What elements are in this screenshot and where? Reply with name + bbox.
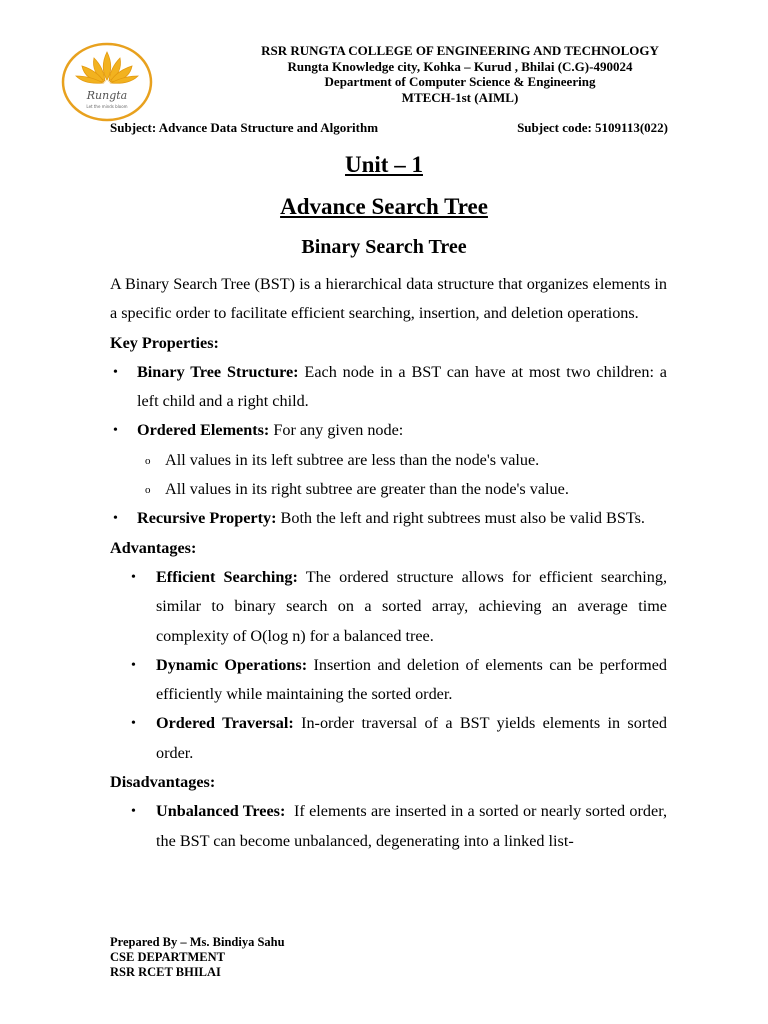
list-item: • Binary Tree Structure: Each node in a BST can have at most two children: a left child and a right child. [110, 358, 667, 417]
ordered-elements-sublist [110, 446, 667, 505]
disadvantages-list [110, 797, 672, 856]
advantages-list [110, 563, 667, 768]
disadvantages-heading: Disadvantages: [110, 773, 216, 792]
sub-list-item: o All values in its left subtree are less than the node's value. [110, 446, 667, 475]
list-item: • Efficient Searching: The ordered structure allows for efficient searching, similar to binary search on a sorted array, achieving an average time complexity of O(log n) for a balanced tree. [110, 563, 667, 651]
key-properties-list [110, 358, 667, 534]
sub-heading: Binary Search Tree [301, 236, 467, 258]
page-footer [110, 935, 285, 980]
unit-title: Unit – 1 [345, 152, 423, 177]
list-item: • Ordered Traversal: In-order traversal of a BST yields elements in sorted order. [110, 709, 667, 768]
college-name: RSR RUNGTA COLLEGE OF ENGINEERING AND TECHNOLOGY [261, 43, 659, 58]
svg-text:Rungta: Rungta [86, 89, 128, 102]
key-properties-heading: Key Properties: [110, 333, 219, 352]
advantages-heading: Advantages: [110, 538, 197, 557]
list-item: • Recursive Property: Both the left and right subtrees must also be valid BSTs. [110, 504, 667, 533]
subject-code: Subject code: 5109113(022) [517, 120, 668, 135]
subject-name: Subject: Advance Data Structure and Algorithm [110, 120, 379, 135]
svg-text:Let the minds bloom: Let the minds bloom [86, 104, 128, 109]
program-name: MTECH-1st (AIML) [401, 89, 519, 105]
list-item: • Ordered Elements: For any given node: o All values in its left subtree are less than the node's value. o All values in its right subtree are greater than the node's value. [110, 416, 667, 504]
intro-paragraph: A Binary Search Tree (BST) is a hierarchical data structure that organizes elements in a specific order to facilitate efficient searching, insertion, and deletion operations. [110, 275, 667, 323]
department-name: Department of Computer Science & Engineering [324, 74, 596, 89]
college-logo [60, 42, 155, 122]
document-body [110, 270, 672, 856]
main-heading: Advance Search Tree [280, 194, 488, 219]
footer-institution: RSR RCET BHILAI [110, 965, 221, 979]
college-header [160, 43, 760, 105]
footer-author: Prepared By – Ms. Bindiya Sahu [110, 935, 285, 949]
footer-department: CSE DEPARTMENT [110, 950, 225, 964]
list-item: • Dynamic Operations: Insertion and deletion of elements can be performed efficiently while maintaining the sorted order. [110, 651, 667, 710]
list-item: • Unbalanced Trees: If elements are inserted in a sorted or nearly sorted order, the BST can become unbalanced, degenerating into a linked list- [110, 797, 667, 856]
sub-list-item: o All values in its right subtree are greater than the node's value. [110, 475, 667, 504]
subject-row [110, 120, 668, 136]
college-address: Rungta Knowledge city, Kohka – Kurud , Bhilai (C.G)-490024 [287, 58, 633, 74]
